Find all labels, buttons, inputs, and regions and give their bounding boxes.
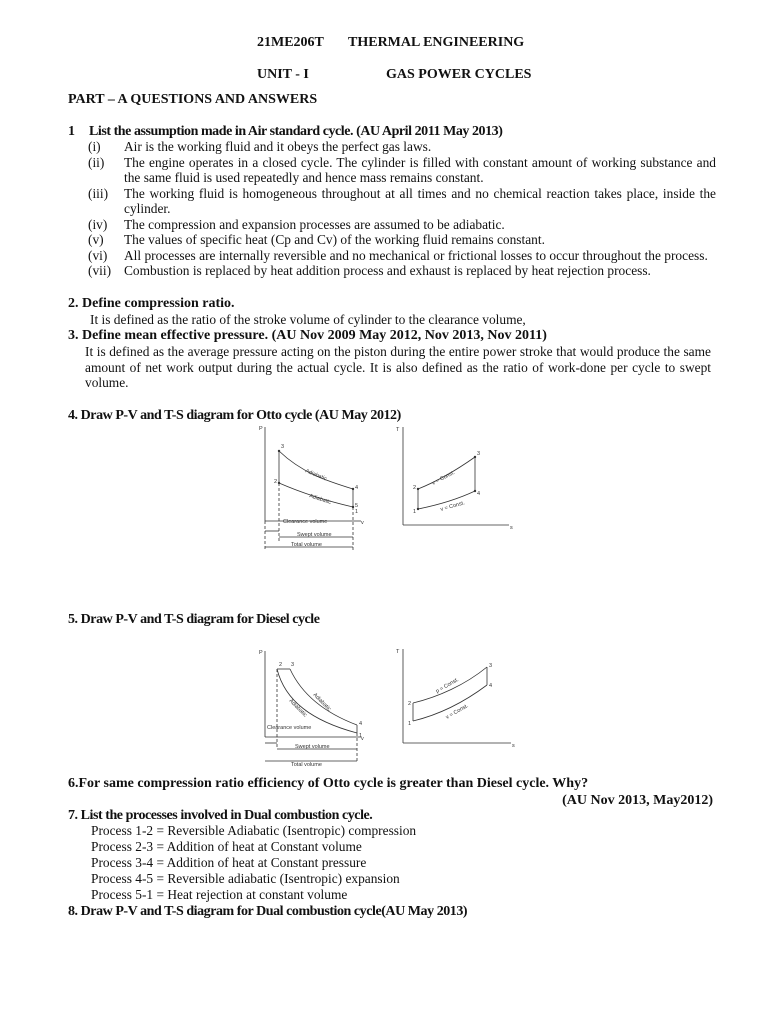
- point-label: 3: [291, 662, 295, 668]
- s-axis-label: s: [512, 743, 515, 749]
- adiabatic-label: Adiabatic: [304, 468, 328, 483]
- unit-title: GAS POWER CYCLES: [386, 67, 532, 82]
- v-axis-label: v: [361, 736, 364, 742]
- point-label: 1: [408, 721, 412, 727]
- adiabatic-label: Adiabatic: [308, 493, 332, 506]
- total-label: Total volume: [291, 762, 322, 767]
- q2-question: 2. Define compression ratio.: [68, 296, 235, 311]
- list-item: Process 3-4 = Addition of heat at Constant pressure: [91, 855, 367, 870]
- swept-label: Swept volume: [295, 744, 330, 750]
- q4-question: 4. Draw P-V and T-S diagram for Otto cycle (AU May 2012): [68, 408, 401, 423]
- point-label: 2: [408, 701, 412, 707]
- q5-question: 5. Draw P-V and T-S diagram for Diesel cycle: [68, 612, 320, 627]
- list-item: Process 5-1 = Heat rejection at constant volume: [91, 887, 348, 902]
- point-label: 3: [281, 444, 285, 450]
- adiabatic-expansion-curve: [287, 669, 357, 725]
- point-label: 4: [355, 485, 359, 491]
- unit-label: UNIT - I: [257, 67, 309, 82]
- v-const-label: v = Const.: [445, 703, 470, 721]
- point-label: 1: [359, 733, 363, 739]
- p-const-label: p = Const.: [435, 676, 460, 695]
- adiabatic-expansion-curve: [279, 451, 353, 489]
- course-code: 21ME206T: [257, 35, 324, 50]
- point-label: 3: [477, 451, 481, 457]
- point-label: 1: [413, 509, 417, 515]
- p-axis-label: P: [259, 650, 263, 656]
- assumption-list: [68, 139, 716, 279]
- t-axis-label: T: [396, 427, 400, 433]
- q8-question: 8. Draw P-V and T-S diagram for Dual combustion cycle(AU May 2013): [68, 904, 468, 919]
- q1-number: 1: [68, 124, 75, 139]
- swept-label: Swept volume: [297, 532, 332, 538]
- clearance-label: Clearance volume: [267, 725, 312, 731]
- t-axis-label: T: [396, 649, 400, 655]
- list-item: (iii) The working fluid is homogeneous throughout at all times and no chemical reaction takes place, inside the cylinder.: [88, 185, 716, 216]
- p-axis-label: P: [259, 426, 263, 432]
- diesel-ts-diagram: [393, 645, 518, 753]
- point-label: 2: [274, 479, 278, 485]
- total-label: Total volume: [291, 542, 322, 548]
- adiabatic-label: Adiabatic: [287, 698, 308, 719]
- s-axis-label: s: [510, 525, 513, 531]
- point-label: 4: [359, 721, 363, 727]
- list-item: (ii) The engine operates in a closed cycle. The cylinder is filled with constant amount of working substance and the same fluid is used repeatedly and hence mass remains constant.: [88, 154, 716, 185]
- v-axis-label: v: [361, 520, 364, 526]
- otto-pv-diagram: [257, 423, 369, 553]
- list-item: Process 1-2 = Reversible Adiabatic (Isentropic) compression: [91, 823, 417, 838]
- q6-ref: (AU Nov 2013, May2012): [562, 793, 713, 808]
- q7-question: 7. List the processes involved in Dual combustion cycle.: [68, 808, 373, 823]
- list-item: (i) Air is the working fluid and it obeys the perfect gas laws.: [88, 139, 432, 154]
- const-label: v = Const.: [431, 469, 456, 487]
- point-label: 3: [489, 663, 493, 669]
- list-item: (vii) Combustion is replaced by heat addition process and exhaust is replaced by heat rejection process.: [88, 263, 651, 278]
- part-heading: PART – A QUESTIONS AND ANSWERS: [68, 92, 318, 107]
- list-item: Process 4-5 = Reversible adiabatic (Isentropic) expansion: [91, 871, 400, 886]
- list-item: (v) The values of specific heat (Cp and Cv) of the working fluid remains constant.: [88, 232, 545, 247]
- q2-answer: It is defined as the ratio of the stroke volume of cylinder to the clearance volume,: [90, 312, 526, 327]
- course-title: THERMAL ENGINEERING: [348, 35, 525, 50]
- list-item: Process 2-3 = Addition of heat at Constant volume: [91, 839, 362, 854]
- diesel-pv-diagram: [257, 645, 369, 767]
- const-label: v = Const.: [439, 500, 466, 513]
- list-item: (vi) All processes are internally reversible and no mechanical or frictional losses to occur throughout the process.: [88, 247, 708, 263]
- list-item: (iv) The compression and expansion processes are assumed to be adiabatic.: [88, 216, 505, 232]
- otto-ts-diagram: [393, 423, 518, 553]
- point-label: 4: [489, 683, 493, 689]
- point-label: 2: [413, 485, 417, 491]
- adiabatic-label: Adiabatic: [311, 692, 332, 713]
- point-label: 5: [355, 503, 359, 509]
- q3-answer: It is defined as the average pressure acting on the piston during the entire power stroke that would produce the same amount of net work output during the actual cycle. It is also defined as the ratio of work-done per cycle to swept volume.: [85, 344, 711, 391]
- point-label: 1: [355, 509, 359, 515]
- point-label: 2: [279, 662, 283, 668]
- point-label: 4: [477, 491, 481, 497]
- q1-question: List the assumption made in Air standard cycle. (AU April 2011 May 2013): [89, 124, 503, 139]
- clearance-label: Clearance volume: [283, 519, 328, 525]
- q3-question: 3. Define mean effective pressure. (AU Nov 2009 May 2012, Nov 2013, Nov 2011): [68, 328, 547, 343]
- q6-question: 6.For same compression ratio efficiency of Otto cycle is greater than Diesel cycle. Why?: [68, 776, 589, 791]
